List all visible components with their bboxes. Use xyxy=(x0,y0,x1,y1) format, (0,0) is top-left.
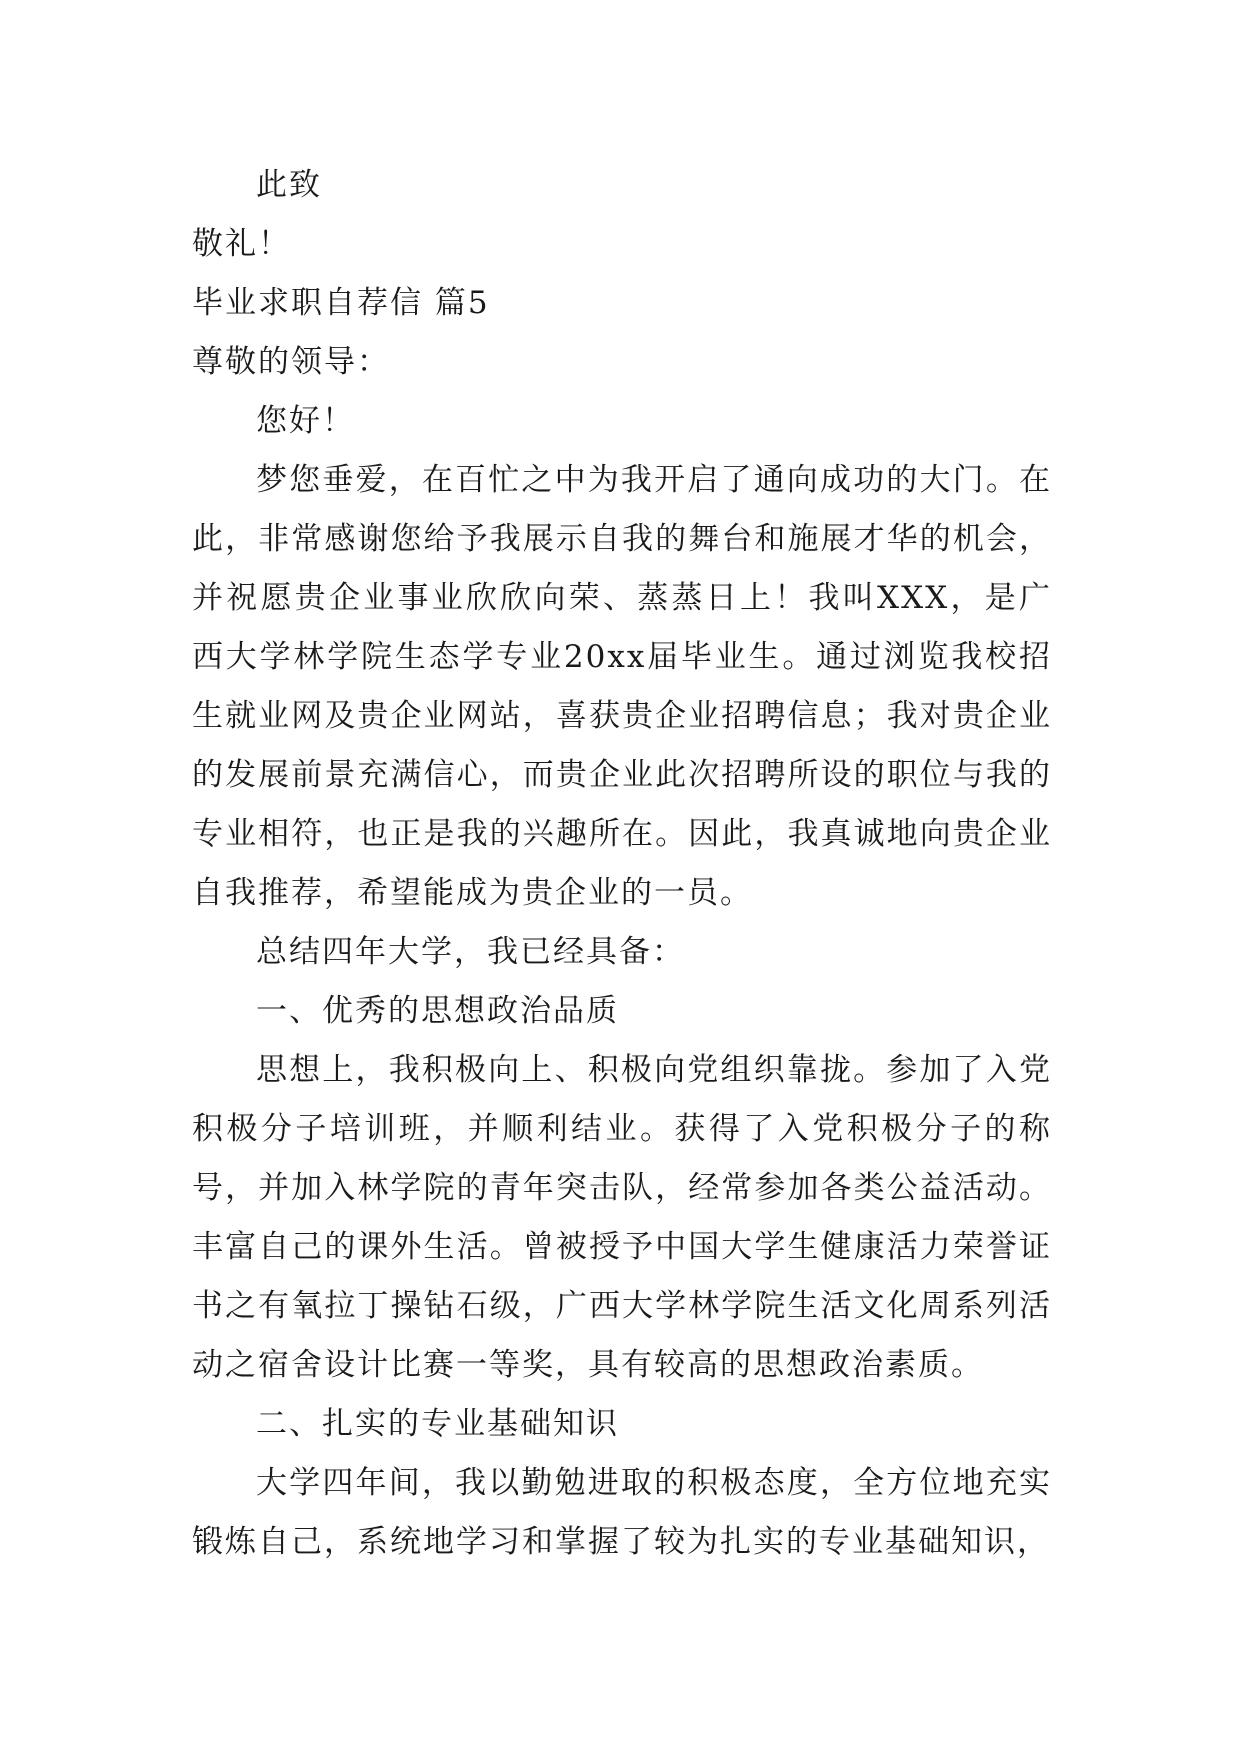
section-title: 毕业求职自荐信 篇5 xyxy=(192,285,490,321)
letter-body xyxy=(192,156,1052,1572)
closing-jing-li: 敬礼！ xyxy=(192,226,291,262)
paragraph-intro: 梦您垂爱，在百忙之中为我开启了通向成功的大门。在此，非常感谢您给予我展示自我的舞台和施展才华的机会，并祝愿贵企业事业欣欣向荣、蒸蒸日上！我叫XXX，是广西大学林学院生态学专业20xx届毕业生。通过浏览我校招生就业网及贵企业网站，喜获贵企业招聘信息；我对贵企业的发展前景充满信心，而贵企业此次招聘所设的职位与我的专业相符，也正是我的兴趣所在。因此，我真诚地向贵企业自我推荐，希望能成为贵企业的一员。 xyxy=(192,462,1052,911)
closing-ci-zhi: 此致 xyxy=(256,167,322,203)
greeting: 您好！ xyxy=(256,403,355,439)
paragraph-political-quality: 思想上，我积极向上、积极向党组织靠拢。参加了入党积极分子培训班，并顺利结业。获得了入党积极分子的称号，并加入林学院的青年突击队，经常参加各类公益活动。丰富自己的课外生活。曾被授予中国大学生健康活力荣誉证书之有氧拉丁操钻石级，广西大学林学院生活文化周系列活动之宿舍设计比赛一等奖，具有较高的思想政治素质。 xyxy=(192,1052,1052,1383)
paragraph-summary: 总结四年大学，我已经具备： xyxy=(256,934,685,970)
heading-professional-knowledge: 二、扎实的专业基础知识 xyxy=(256,1406,619,1442)
salutation: 尊敬的领导： xyxy=(192,344,390,380)
heading-political-quality: 一、优秀的思想政治品质 xyxy=(256,993,619,1029)
paragraph-professional-knowledge: 大学四年间，我以勤勉进取的积极态度，全方位地充实锻炼自己，系统地学习和掌握了较为扎实的专业基础知识， xyxy=(192,1465,1052,1560)
